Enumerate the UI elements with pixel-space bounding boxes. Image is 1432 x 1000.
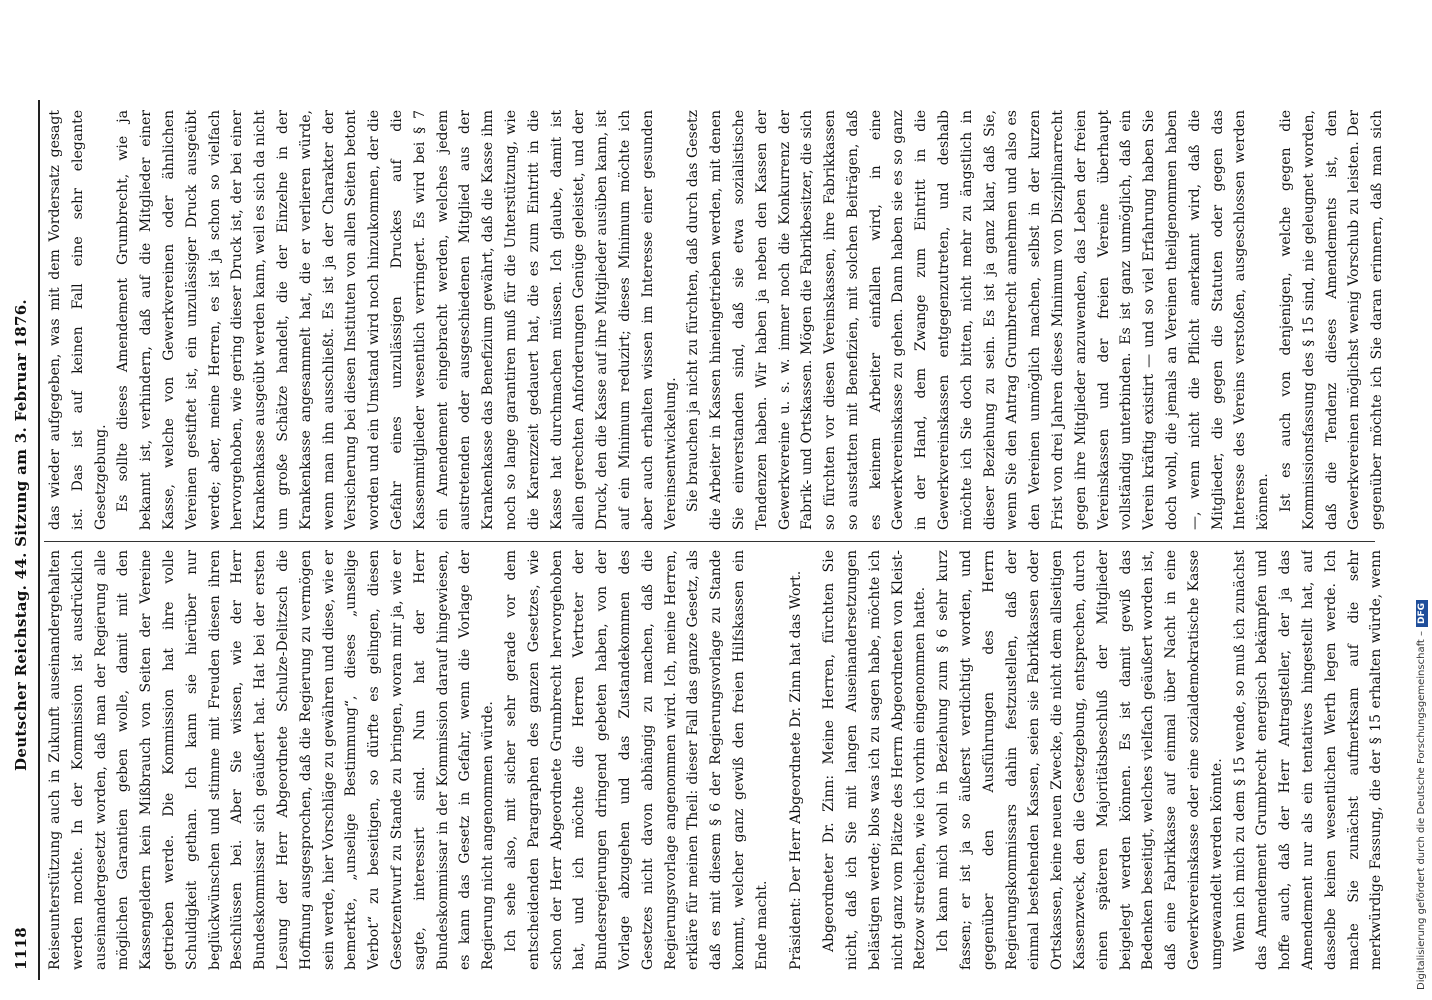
- page-header: [12, 100, 36, 970]
- paragraph: Es sollte dieses Amendement Grumbrecht, wie ja bekannt ist, verhindern, daß auf die Mitglieder einer Kasse, welche von Gewerkvereinen oder ähnlichen Vereinen gestiftet ist, ein unzulässiger Druck ausgeübt werde; aber, meine Herren, es ist ja schon so vielfach hervorgehoben, wie gering dieser Druck ist, der bei einer Krankenkasse ausgeübt werden kann, weil es sich da nicht um große Schätze handelt, die der Einzelne in der Krankenkasse angesammelt hat, die er verlieren würde, wenn man ihn ausschließt. Es ist ja der Charakter der Versicherung bei diesen Instituten von allen Seiten betont worden und ein Umstand wird noch hinzukommen, der die Gefahr eines unzulässigen Druckes auf die Kassenmitglieder wesentlich verringert. Es wird bei § 7 ein Amendement eingebracht werden, welches jedem austretenden oder ausgeschiedenen Mitglied aus der Krankenkasse das Benefizium gewährt, daß die Kasse ihm noch so lange garantiren muß für die Unterstützung, wie die Karenzzeit gedauert hat, die es zum Eintritt in die Kasse hat durchmachen müssen. Ich glaube, damit ist allen gerechten Anforderungen Genüge geleistet, und der Druck, den die Kasse auf ihre Mitglieder ausüben kann, ist auf ein Minimum reduzirt; dieses Minimum möchte ich aber auch erhalten wissen im Interesse einer gesunden Vereinsentwickelung.: [115, 110, 679, 530]
- page-number: 1118: [12, 927, 30, 970]
- paragraph: Reiseunterstützung auch in Zukunft auseinandergehalten werden mochte. In der Kommission ist ausdrücklich auseinandergesetzt worden, daß man der Regierung alle möglichen Garantien geben wolle, damit mit den Kassengeldern kein Mißbrauch von Seiten der Vereine getrieben werde. Die Kommission hat ihre volle Schuldigkeit gethan. Ich kann sie hierüber nur beglückwünschen und stimme mit Freuden diesen ihren Beschlüssen bei. Aber Sie wissen, wie der Herr Bundeskommissar sich geäußert hat. Hat bei der ersten Lesung der Herr Abgeordnete Schulze-Delitzsch die Hoffnung ausgesprochen, daß die Regierung zu vermögen sein werde, hier Vorschläge zu gewähren und diese, wie er bemerkte, „unselige Bestimmung“, dieses „unselige Verbot“ zu beseitigen, so dürfte es gelingen, diesen Gesetzentwurf zu Stande zu bringen, woran mir ja, wie er sagte, interessirt sind. Nun hat der Herr Bundeskommissar in der Kommission darauf hingewiesen, es kann das Gesetz in Gefahr, wenn die Vorlage der Regierung nicht angenommen würde.: [47, 550, 497, 970]
- digitization-credit: [1416, 600, 1428, 990]
- right-text-column: [44, 110, 1385, 530]
- paragraph: Ich sehe also, mit sicher sehr gerade vor dem entscheidenden Paragraphen des ganzen Gesetzes, wie schon der Herr Abgeordnete Grumbrecht hervorgehoben hat, und ich möchte die Herren Vertreter der Bundesregierungen dringend gebeten haben, von der Vorlage abzugehen und das Zustandekommen des Gesetzes nicht davon abhängig zu machen, daß die Regierungsvorlage angenommen wird. Ich, meine Herren, erkläre für meinen Theil: dieser Fall das ganze Gesetz, als daß es mit diesem § 6 der Regierungsvorlage zu Stande kommt, welcher ganz gewiß den freien Hilfskassen ein Ende macht.: [502, 550, 770, 970]
- paragraph: Ist es auch von denjenigen, welche gegen die Kommissionsfassung des § 15 sind, nie geleugnet worden, daß die Tendenz dieses Amendements ist, den Gewerkvereinen möglichst wenig Vorschub zu leisten. Der gegenüber möchte ich Sie daran erinnern, daß man sich: [1278, 110, 1385, 530]
- credit-text: Digitalisierung gefördert durch die Deutsche Forschungsgemeinschaft –: [1416, 630, 1427, 990]
- paragraph: Wenn ich mich zu dem § 15 wende, so muß ich zunächst das Amendement Grumbrecht energisch bekämpfen und hoffe auch, daß der Herr Antragsteller, der ja das Amendement nur als ein tentatives hingestellt hat, auf dasselbe keinen wesentlichen Werth legen werde. Ich mache Sie zunächst aufmerksam auf die sehr merkwürdige Fassung, die der § 15 erhalten würde, wenn: [1231, 550, 1385, 970]
- left-text-column: [44, 550, 1385, 970]
- paragraph: Präsident: Der Herr Abgeordnete Dr. Zinn hat das Wort.: [787, 570, 804, 970]
- rotated-page-content: [0, 60, 1395, 1000]
- header-rule: [38, 100, 40, 980]
- dfg-logo: DFG: [1416, 600, 1428, 627]
- page-title: Deutscher Reichstag. 44. Sitzung am 3. Februar 1876.: [12, 299, 30, 771]
- paragraph: Abgeordneter Dr. Zinn: Meine Herren, fürchten Sie nicht, daß ich Sie mit langen Auseinandersetzungen belästigen werde; blos was ich zu sagen habe, möchte ich nicht ganz vom Plätze des Herrn Abgeordneten von Kleist-Retzow streichen, wie ich vorhin eingenommen hatte.: [821, 550, 929, 970]
- paragraph: Sie brauchen ja nicht zu fürchten, daß durch das Gesetz die Arbeiter in Kassen hineingetrieben werden, mit denen Sie einverstanden sind, daß sie etwa sozialistische Tendenzen haben. Wir haben ja neben den Kassen der Gewerkvereine u. s. w. immer noch die Konkurrenz der Fabrik- und Ortskassen. Mögen die Fabrikbesitzer, die sich so fürchten vor diesen Vereinskassen, ihre Fabrikkassen so ausstatten mit Benefizien, mit solchen Beiträgen, daß es keinem Arbeiter einfallen wird, in eine Gewerkvereinskasse zu gehen. Dann haben sie es so ganz in der Hand, dem Zwange zum Eintritt in die Gewerkvereinskassen entgegenzutreten, und deshalb möchte ich Sie doch bitten, nicht mehr zu ängstlich in dieser Beziehung zu sein. Es ist ja ganz klar, daß Sie, wenn Sie den Antrag Grumbrecht annehmen und also es den Vereinen unmöglich machen, selbst in der kurzen Frist von drei Jahren dieses Minimum von Disziplinarrecht gegen ihre Mitglieder anzuwenden, das Leben der freien Vereinskassen und der freien Vereine überhaupt vollständig unterbinden. Es ist ganz unmöglich, daß ein Verein kräftig existirt — und so viel Erfahrung haben Sie doch wohl, die jemals an Vereinen theilgenommen haben —, wenn nicht die Pflicht anerkannt wird, daß die Mitglieder, die gegen die Statuten oder gegen das Interesse des Vereins verstoßen, ausgeschlossen werden können.: [685, 110, 1272, 530]
- column-divider: [44, 541, 1375, 542]
- paragraph: das wieder aufgegeben, was mit dem Vordersatz gesagt ist. Das ist auf keinen Fall eine sehr elegante Gesetzgebung.: [47, 110, 109, 530]
- paragraph: Ich kann mich wohl in Beziehung zum § 6 sehr kurz fassen; er ist ja so äußerst verdichtigt worden, und gegenüber den Ausführungen des Herrn Regierungskommissars dahin festzustellen, daß der einmal bestehenden Kassen, seien sie Fabrikkassen oder Ortskassen, keine neuen Zwecke, die nicht dem allseitigen Kassenzweck, den die Gesetzgebung, entsprechen, durch einen späteren Majoritätsbeschluß der Mitglieder beigelegt werden können. Es ist damit gewiß das Bedenken beseitigt, welches vielfach geäußert worden ist, daß eine Fabrikkasse auf einmal über Nacht in eine Gewerkvereinskasse oder eine sozialdemokratische Kasse umgewandelt werden könnte.: [935, 550, 1225, 970]
